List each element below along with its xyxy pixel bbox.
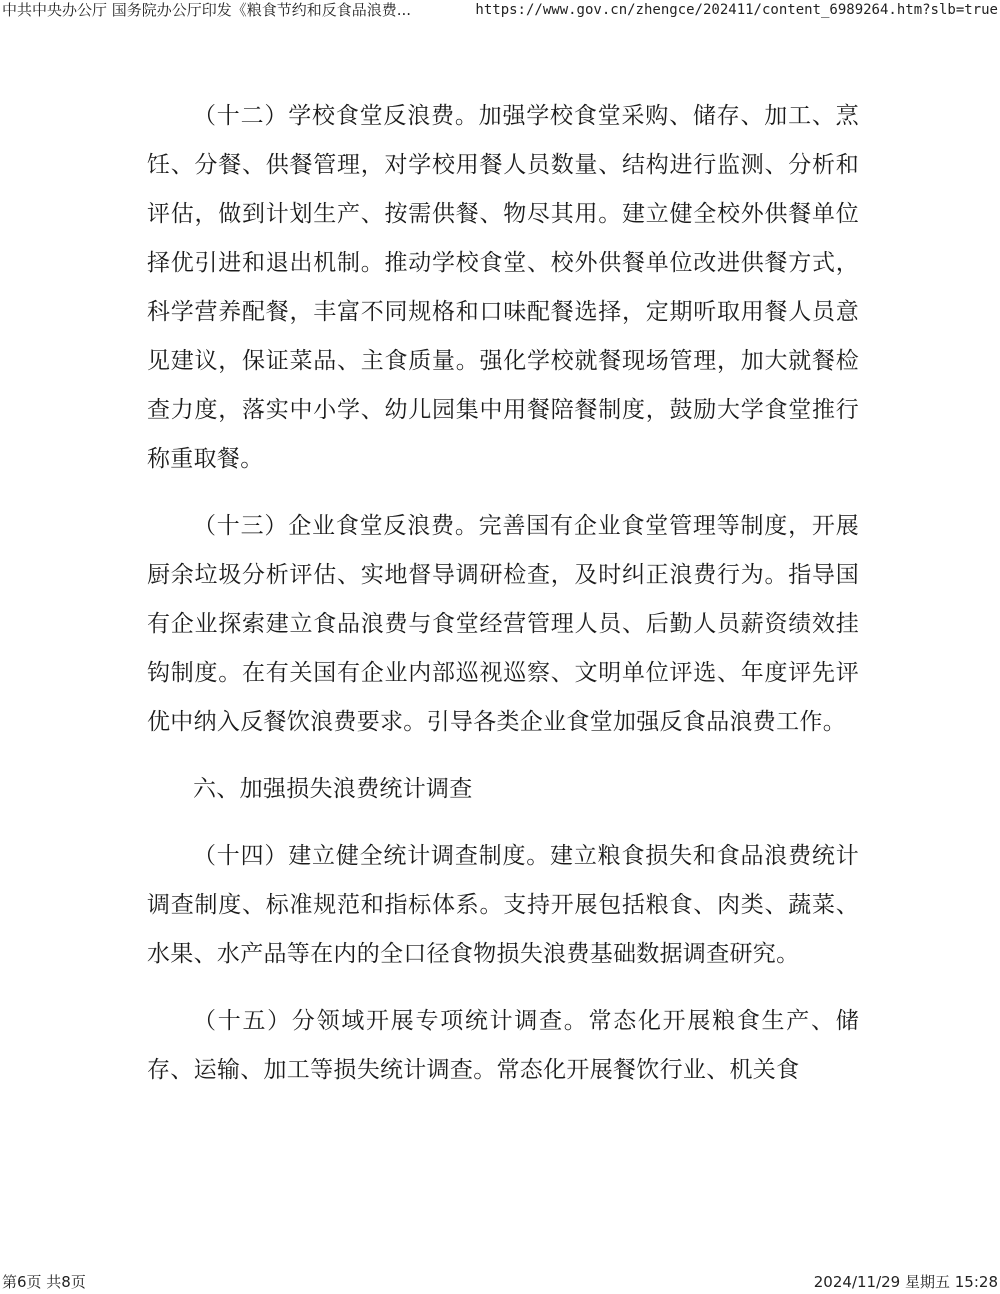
print-footer-page-number: 第6页 共8页 <box>2 1273 86 1291</box>
section-heading-6: 六、加强损失浪费统计调查 <box>193 776 473 802</box>
paragraph-15-special-surveys: （十五）分领域开展专项统计调查。常态化开展粮食生产、储存、运输、加工等损失统计调查。常态化开展餐饮行业、机关食 <box>147 1008 859 1083</box>
paragraph-14-statistics-system: （十四）建立健全统计调查制度。建立粮食损失和食品浪费统计调查制度、标准规范和指标体系。支持开展包括粮食、肉类、蔬菜、水果、水产品等在内的全口径食物损失浪费基础数据调查研究。 <box>147 843 859 967</box>
print-footer-datetime: 2024/11/29 星期五 15:28 <box>813 1273 998 1291</box>
paragraph-12-school-canteen: （十二）学校食堂反浪费。加强学校食堂采购、储存、加工、烹饪、分餐、供餐管理，对学校用餐人员数量、结构进行监测、分析和评估，做到计划生产、按需供餐、物尽其用。建立健全校外供餐单位择优引进和退出机制。推动学校食堂、校外供餐单位改进供餐方式，科学营养配餐，丰富不同规格和口味配餐选择，定期听取用餐人员意见建议，保证菜品、主食质量。强化学校就餐现场管理，加大就餐检查力度，落实中小学、幼儿园集中用餐陪餐制度，鼓励大学食堂推行称重取餐。 <box>147 103 859 472</box>
paragraph-13-enterprise-canteen: （十三）企业食堂反浪费。完善国有企业食堂管理等制度，开展厨余垃圾分析评估、实地督导调研检查，及时纠正浪费行为。指导国有企业探索建立食品浪费与食堂经营管理人员、后勤人员薪资绩效挂钩制度。在有关国有企业内部巡视巡察、文明单位评选、年度评先评优中纳入反餐饮浪费要求。引导各类企业食堂加强反食品浪费工作。 <box>147 513 859 735</box>
document-body <box>147 92 859 1113</box>
print-header-url: https://www.gov.cn/zhengce/202411/content_6989264.htm?slb=true <box>475 2 998 18</box>
print-header-title: 中共中央办公厅 国务院办公厅印发《粮食节约和反食品浪费... <box>2 1 412 19</box>
